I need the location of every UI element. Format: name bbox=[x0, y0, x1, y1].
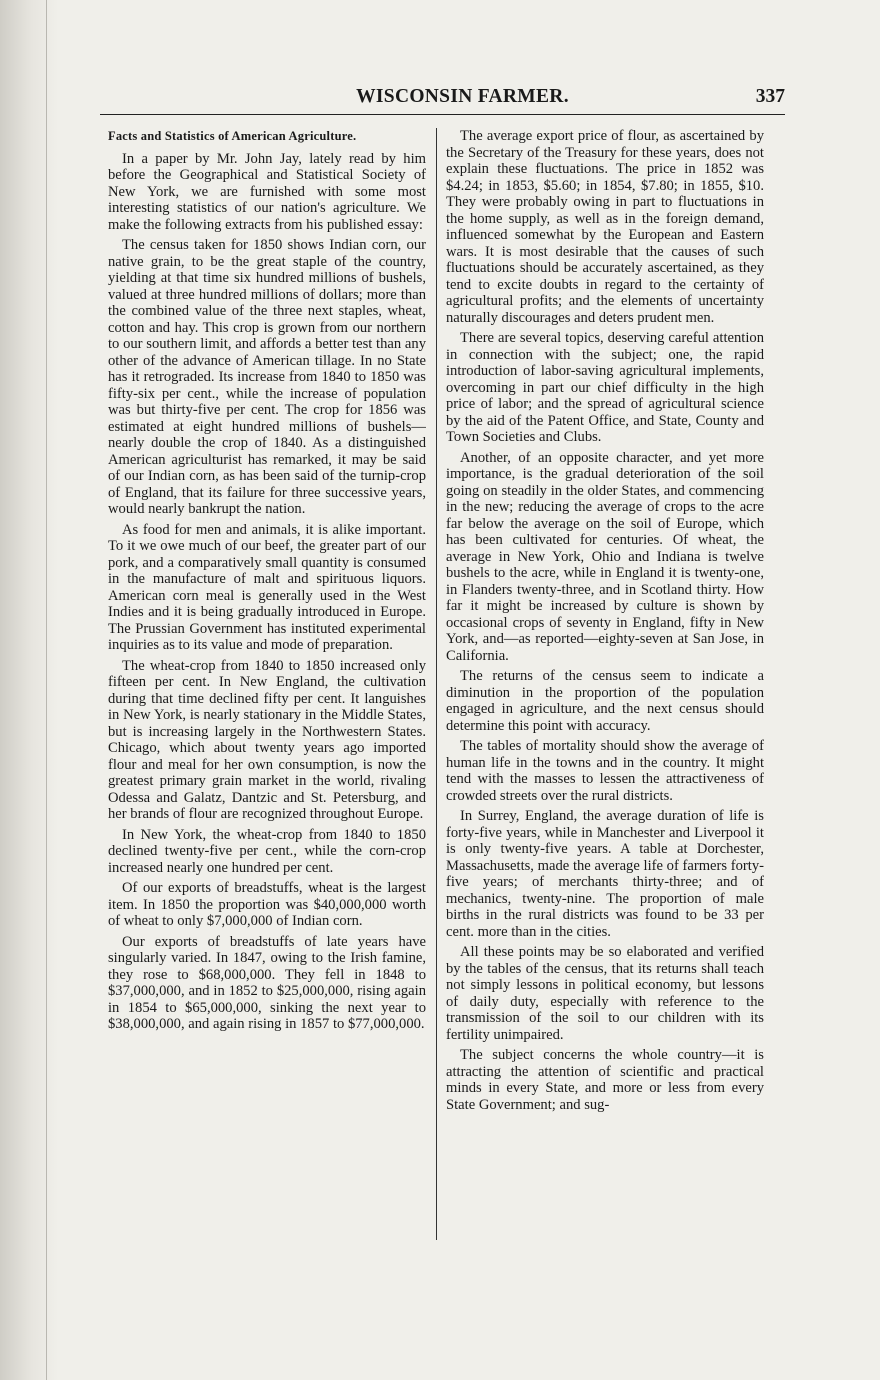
column-divider bbox=[436, 128, 437, 1240]
running-head bbox=[100, 84, 785, 115]
page-gutter bbox=[0, 0, 58, 1380]
paragraph: The tables of mortality should show the average of human life in the towns and in the country. It might tend with the masses to lessen the attractiveness of crowded streets over the rural districts. bbox=[446, 738, 764, 804]
paragraph: The average export price of flour, as ascertained by the Secretary of the Treasury for these years, does not explain these fluctuations. The price in 1852 was $4.24; in 1853, $5.60; in 1854, $7.80; in 1855, $10. They were probably owing in part to fluctuations in the home supply, as well as in the foreign demand, influenced somewhat by the European and Eastern wars. It is most desirable that the causes of such fluctuations should be accurately ascertained, as they tend to excite doubts in regard to the certainty of agricultural profits; and the elements of uncertainty naturally discourages and deters prudent men. bbox=[446, 128, 764, 326]
paragraph: Our exports of breadstuffs of late years have singularly varied. In 1847, owing to the Irish famine, they rose to $68,000,000. They fell in 1848 to $37,000,000, and in 1852 to $25,000,000, rising again in 1854 to $65,000,000, sinking the next year to $38,000,000, and again rising in 1857 to $77,000,000. bbox=[108, 933, 426, 1032]
paragraph: Of our exports of breadstuffs, wheat is the largest item. In 1850 the proportion was $40,000,000 worth of wheat to only $7,000,000 of Indian corn. bbox=[108, 880, 426, 929]
paragraph: The subject concerns the whole country—it is attracting the attention of scientific and practical minds in every State, and more or less from every State Government; and sug- bbox=[446, 1047, 764, 1113]
binding-line bbox=[46, 0, 47, 1380]
page-number: 337 bbox=[755, 86, 785, 107]
right-column bbox=[446, 128, 764, 1240]
article-title: Facts and Statistics of American Agriculture. bbox=[108, 129, 357, 143]
paragraph: As food for men and animals, it is alike important. To it we owe much of our beef, the greater part of our pork, and a comparatively small quantity is consumed in the manufacture of malt and spirituous liquors. American corn meal is generally used in the West Indies and it is being gradually introduced in Europe. The Prussian Government has instituted experimental inquiries as to its value and mode of preparation. bbox=[108, 521, 426, 653]
left-column bbox=[108, 128, 426, 1240]
paragraph: In a paper by Mr. John Jay, lately read by him before the Geographical and Statistical Society of New York, we are furnished with some most interesting statistics of our nation's agriculture. We make the following extracts from his published essay: bbox=[108, 150, 426, 233]
paragraph: In Surrey, England, the average duration of life is forty-five years, while in Manchester and Liverpool it is only twenty-five years. A table at Dorchester, Massachusetts, made the average life of farmers forty-five years; of merchants thirty-three; and of mechanics, twenty-nine. The proportion of male births in the rural districts was found to be 33 per cent. more than in the cities. bbox=[446, 808, 764, 940]
paragraph: There are several topics, deserving careful attention in connection with the subject; one, the rapid introduction of labor-saving agricultural implements, overcoming in part our chief difficulty in the high price of labor; and the spread of agricultural science by the aid of the Patent Office, and State, County and Town Societies and Clubs. bbox=[446, 330, 764, 445]
paragraph: Another, of an opposite character, and yet more importance, is the gradual deterioration of the soil going on steadily in the older States, and commencing in the new; reducing the average of crops to the acre far below the average on the soil of Europe, which has been cultivated for centuries. Of wheat, the average in New York, Ohio and Indiana is twelve bushels to the acre, while in England it is twenty-one, in Flanders twenty-three, and in Scotland thirty. How far it might be increased by culture is shown by occasional crops of seventy in England, fifty in New York, and—as reported—eighty-seven at San Jose, in California. bbox=[446, 449, 764, 664]
text-columns bbox=[108, 128, 783, 1240]
paragraph: All these points may be so elaborated and verified by the tables of the census, that its returns shall teach not simply lessons in political economy, but lessons of daily duty, especially with reference to the transmission of the soil to our children with its fertility unimpaired. bbox=[446, 944, 764, 1043]
paragraph: In New York, the wheat-crop from 1840 to 1850 declined twenty-five per cent., while the corn-crop increased nearly one hundred per cent. bbox=[108, 826, 426, 876]
paragraph: The wheat-crop from 1840 to 1850 increased only fifteen per cent. In New England, the cultivation during that time declined fifty per cent. It languishes in New York, is nearly stationary in the Middle States, but is increasing largely in the Northwestern States. Chicago, which about twenty years ago imported flour and meal for her own consumption, is now the greatest primary grain market in the world, rivaling Odessa and Galatz, Dantzic and St. Petersburg, and her brands of flour are recognized throughout Europe. bbox=[108, 657, 426, 822]
paragraph: The census taken for 1850 shows Indian corn, our native grain, to be the great staple of the country, yielding at that time six hundred millions of bushels, valued at three hundred millions of dollars; more than the combined value of the three next staples, wheat, cotton and hay. This crop is grown from our northern to our southern limit, and affords a better test than any other of the advance of American tillage. In no State has it retrograded. Its increase from 1840 to 1850 was fifty-six per cent., while the increase of population was but thirty-five per cent. The crop for 1856 was estimated at eight hundred millions of bushels—nearly double the crop of 1840. As a distinguished American agriculturist has remarked, it may be said of our Indian corn, as has been said of the turnip-crop of England, that its failure for three successive years, would nearly bankrupt the nation. bbox=[108, 237, 426, 517]
running-title: WISCONSIN FARMER. bbox=[356, 86, 569, 107]
paragraph: The returns of the census seem to indicate a diminution in the proportion of the population engaged in agriculture, and the next census should determine this point with accuracy. bbox=[446, 668, 764, 734]
book-page bbox=[100, 84, 785, 1244]
